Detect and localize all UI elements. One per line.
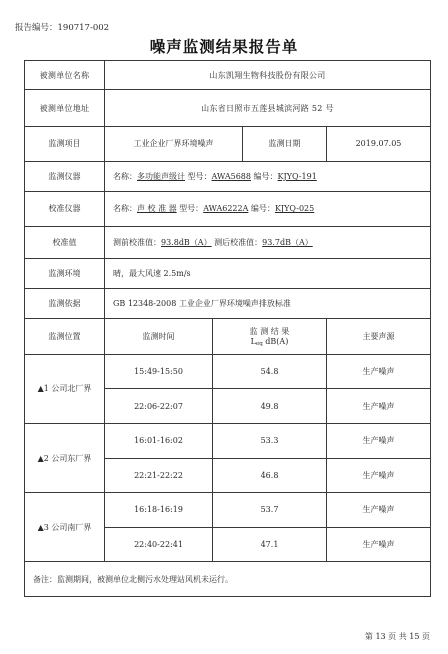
source-cell: 生产噪声 bbox=[327, 424, 431, 459]
col-result-unit-l: L bbox=[250, 337, 256, 347]
report-title: 噪声监测结果报告单 bbox=[149, 37, 299, 56]
calibrator-value bbox=[105, 192, 431, 227]
table-row bbox=[25, 493, 431, 528]
instrument-id: KJYQ-191 bbox=[277, 171, 317, 181]
instrument-name: 多功能声级计 bbox=[137, 171, 185, 181]
col-time-header: 监测时间 bbox=[105, 319, 213, 355]
report-number: 报告编号：190717-002 bbox=[15, 23, 110, 33]
unit-name-value: 山东凯翔生物科技股份有限公司 bbox=[105, 61, 431, 90]
source-cell: 生产噪声 bbox=[327, 354, 431, 389]
instrument-model-prefix: 型号： bbox=[185, 171, 212, 181]
time-cell: 16:18-16:19 bbox=[105, 493, 213, 528]
basis-label: 监测依据 bbox=[25, 288, 105, 319]
col-position-header: 监测位置 bbox=[25, 319, 105, 355]
calibrator-id-prefix: 编号： bbox=[248, 204, 275, 214]
col-result-unit-sub: eq bbox=[255, 341, 263, 348]
time-cell: 15:49-15:50 bbox=[105, 354, 213, 389]
table-row bbox=[25, 424, 431, 459]
basis-row bbox=[25, 288, 431, 319]
calibrator-label: 校准仪器 bbox=[25, 192, 105, 227]
calibrator-row bbox=[25, 192, 431, 227]
results-header-row bbox=[25, 319, 431, 355]
note-row bbox=[25, 562, 431, 597]
value-cell: 47.1 bbox=[213, 527, 327, 562]
value-cell: 49.8 bbox=[213, 389, 327, 424]
calibration-after-prefix: 测后校准值： bbox=[211, 238, 263, 248]
value-cell: 53.7 bbox=[213, 493, 327, 528]
basis-value: GB 12348-2008 工业企业厂界环境噪声排放标准 bbox=[105, 288, 431, 319]
project-label: 监测项目 bbox=[25, 127, 105, 162]
instrument-name-prefix: 名称： bbox=[113, 171, 137, 181]
col-result-unit-rest: dB(A) bbox=[262, 337, 289, 347]
calibration-after: 93.7dB（A） bbox=[262, 238, 313, 248]
time-cell: 16:01-16:02 bbox=[105, 424, 213, 459]
source-cell: 生产噪声 bbox=[327, 389, 431, 424]
time-cell: 22:06-22:07 bbox=[105, 389, 213, 424]
calibrator-model: AWA6222A bbox=[203, 204, 249, 214]
unit-name-row bbox=[25, 61, 431, 90]
calibration-value bbox=[105, 226, 431, 259]
time-cell: 22:21-22:22 bbox=[105, 458, 213, 493]
calibration-row bbox=[25, 226, 431, 259]
value-cell: 54.8 bbox=[213, 354, 327, 389]
value-cell: 46.8 bbox=[213, 458, 327, 493]
source-cell: 生产噪声 bbox=[327, 458, 431, 493]
position-cell: ▲1 公司北厂界 bbox=[25, 354, 105, 423]
unit-address-row bbox=[25, 90, 431, 127]
instrument-model: AWA5688 bbox=[211, 171, 251, 181]
col-result-title: 监 测 结 果 bbox=[249, 327, 290, 337]
calibrator-id: KJYQ-025 bbox=[274, 204, 315, 214]
calibration-before-prefix: 测前校准值： bbox=[113, 238, 161, 248]
position-cell: ▲2 公司东厂界 bbox=[25, 424, 105, 493]
table-row bbox=[25, 354, 431, 389]
calibrator-name-prefix: 名称： bbox=[113, 204, 137, 214]
calibration-label: 校准值 bbox=[25, 226, 105, 259]
calibrator-name: 声 校 准 器 bbox=[137, 204, 177, 214]
value-cell: 53.3 bbox=[213, 424, 327, 459]
instrument-label: 监测仪器 bbox=[25, 161, 105, 192]
instrument-id-prefix: 编号： bbox=[250, 171, 278, 181]
source-cell: 生产噪声 bbox=[327, 493, 431, 528]
environment-label: 监测环境 bbox=[25, 259, 105, 288]
source-cell: 生产噪声 bbox=[327, 527, 431, 562]
project-row bbox=[25, 127, 431, 162]
unit-name-label: 被测单位名称 bbox=[25, 61, 105, 90]
environment-row bbox=[25, 259, 431, 288]
instrument-row bbox=[25, 161, 431, 192]
environment-value: 晴，最大风速 2.5m/s bbox=[105, 259, 431, 288]
unit-address-value: 山东省日照市五莲县城滨河路 52 号 bbox=[105, 90, 431, 127]
date-label: 监测日期 bbox=[243, 127, 327, 162]
date-value: 2019.07.05 bbox=[327, 127, 431, 162]
unit-address-label: 被测单位地址 bbox=[25, 90, 105, 127]
calibrator-model-prefix: 型号： bbox=[176, 204, 204, 214]
instrument-value bbox=[105, 161, 431, 192]
col-result-header bbox=[213, 319, 327, 355]
report-table bbox=[24, 60, 431, 597]
note: 备注：监测期间，被测单位北侧污水处理站风机未运行。 bbox=[25, 562, 431, 597]
page-number: 第 13 页 共 15 页 bbox=[364, 632, 430, 641]
col-source-header: 主要声源 bbox=[327, 319, 431, 355]
calibration-before: 93.8dB（A） bbox=[161, 238, 212, 248]
time-cell: 22:40-22:41 bbox=[105, 527, 213, 562]
position-cell: ▲3 公司南厂界 bbox=[25, 493, 105, 562]
col-result-unit bbox=[216, 337, 323, 347]
project-value: 工业企业厂界环境噪声 bbox=[105, 127, 243, 162]
